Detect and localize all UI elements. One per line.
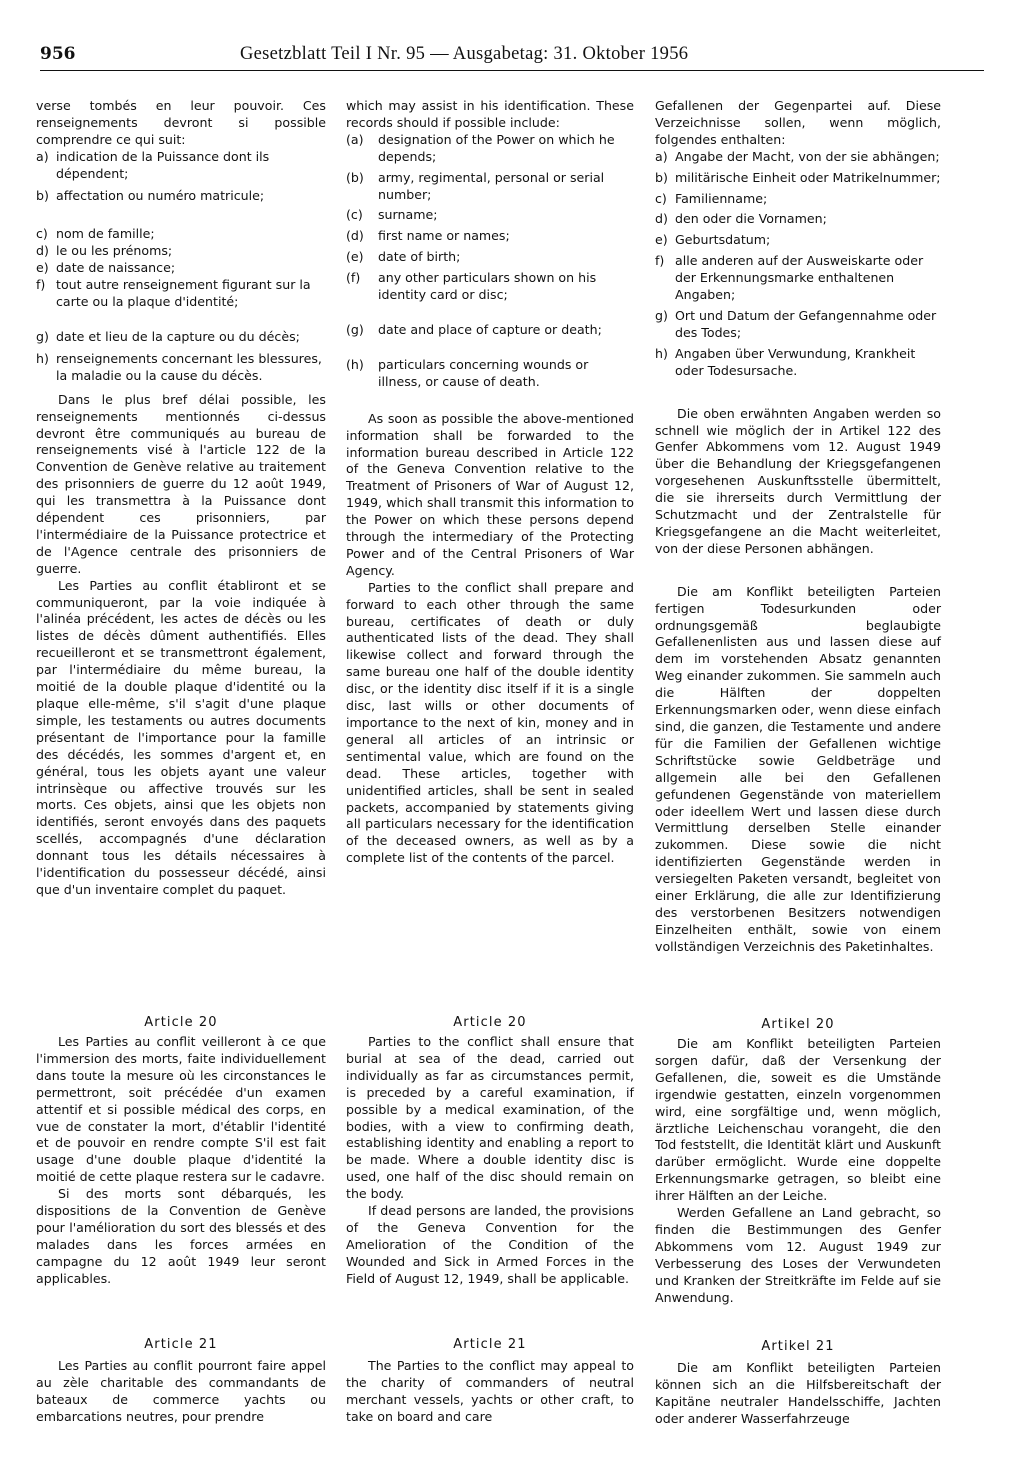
list-item: (g) date and place of capture or death; [346,321,602,337]
fr-article-20-body [36,1034,326,1288]
de-list [655,149,941,380]
fr-paragraph-2: Les Parties au conflit établiront et se communiqueront, par la voie indiquée à l'alinéa précédent, les actes de décès ou les listes de décès dûment authentifiés. Elles recueilleront et se transmettront également, par l'intermédiaire du même bureau, la moitié de la double plaque d'identité ou la plaque elle-même, s'il s'agit d'une plaque simple, les testaments ou autres documents présentant de l'importance pour la famille des décédés, les sommes d'argent et, en général, tous les objets ayant une valeur intrinsèque ou affective trouvés sur les morts. Ces objets, ainsi que les objets non identifiés, seront envoyés dans des paquets scellés, accompagnés d'une déclaration donnant tous les détails nécessaires à l'identification du possesseur décédé, ainsi que d'un inventaire complet du paquet. [36,577,326,897]
fr-article-21-body [36,1358,326,1426]
page-number: 956 [40,44,76,64]
en-paragraph-2: Parties to the conflict shall prepare and forward to each other through the same bureau, certificates of death or duly authenticated lists of the dead. They shall likewise collect and forward through the same bureau one half of the double identity disc, or the identity disc itself if it is a single disc, last wills or other documents of importance to the next of kin, money and in general all articles of an intrinsic or sentimental value, which are found on the dead. These articles, together with unidentified articles, shall be sent in sealed packets, accompanied by statements giving all particulars necessary for the identification of the deceased owners, as well as by a complete list of the contents of the parcel. [346,579,634,866]
list-item: b) affectation ou numéro matricule; [36,187,265,203]
en-paragraph-1: As soon as possible the above-mentioned information shall be forwarded to the information bureau described in Article 122 of the Geneva Convention relative to the Treatment of Prisoners of War of August 12, 1949, which shall transmit this information to the Power on which these persons depend through the intermediary of the Protecting Power and of the Central Prisoners of War Agency. [346,410,634,578]
fr-list [36,149,326,385]
en-intro: which may assist in his identification. These records should if possible include: [346,98,634,130]
list-item: (b) army, regimental, personal or serial number; [346,169,605,202]
fr-article-20-heading: Article 20 [144,1015,218,1030]
list-item: e) date de naissance; [36,260,176,276]
de-article-20-paragraph-2: Werden Gefallene an Land gebracht, so finden die Bestimmungen des Genfer Abkommens vom 12. August 1949 zur Verbesserung des Loses der Verwundeten und Kranken der Streitkräfte im Felde auf sie Anwendung. [655,1205,941,1305]
fr-article-21-heading: Article 21 [144,1337,218,1352]
list-item: (d) first name or names; [346,228,510,244]
de-article-21-paragraph-1: Die am Konflikt beteiligten Parteien können sich an die Hilfsbereitschaft der Kapitäne neutraler Handelsschiffe, Jachten oder anderer Wasserfahrzeuge [655,1360,941,1426]
en-article-20-paragraph-1: Parties to the conflict shall ensure that burial at sea of the dead, carried out individually as far as circumstances permit, is preceded by a careful examination, if possible by a medical examination, of the bodies, with a view to confirming death, establishing identity and enabling a report to be made. Where a double identity disc is used, one half of the disc should remain on the body. [346,1034,634,1202]
list-item: g) date et lieu de la capture ou du décès; [36,328,300,344]
de-paragraph-1: Die oben erwähnten Angaben werden so schnell wie möglich der in Artikel 122 des Genfer Abkommens vom 12. August 1949 über die Behandlung der Kriegsgefangenen vorgesehenen Auskunftsstelle übermittelt, die sie ihrerseits durch Vermittlung der Schutzmacht und der Zentralstelle für Kriegsgefangene an die Macht weiterleitet, von der diese Personen abhängen. [655,405,941,556]
list-item: d) le ou les prénoms; [36,243,173,259]
list-item: (c) surname; [346,207,438,223]
fr-article-20-paragraph-2: Si des morts sont débarqués, les dispositions de la Convention de Genève pour l'amélioration du sort des blessés et des malades dans les forces armées en campagne du 12 août 1949 leur seront applicables. [36,1186,326,1286]
en-article-21-paragraph-1: The Parties to the conflict may appeal to the charity of commanders of neutral merchant vessels, yachts or other craft, to take on board and care [346,1358,634,1424]
list-item: a) indication de la Puissance dont ils dépendent; [36,148,270,181]
list-item: (a) designation of the Power on which he depends; [346,131,615,164]
fr-article-20-paragraph-1: Les Parties au conflit veilleront à ce que l'immersion des morts, faite individuellement dans toute la mesure où les circonstances le permettront, soit précédée d'un examen attentif et si possible médical des corps, en vue de constater la mort, d'établir l'identité et de pouvoir en rendre compte S'il est fait usage d'une double plaque d'identité la moitié de cette plaque restera sur le cadavre. [36,1034,326,1185]
list-item: b) militärische Einheit oder Matrikelnummer; [655,169,941,185]
en-list [346,132,634,391]
french-column [36,98,326,899]
list-item: c) nom de famille; [36,226,155,242]
fr-intro: verse tombés en leur pouvoir. Ces renseignements devront si possible comprendre ce qui suit: [36,98,326,147]
list-item: f) tout autre renseignement figurant sur la carte ou la plaque d'identité; [36,277,311,310]
list-item: h) renseignements concernant les blessures, la maladie ou la cause du décès. [36,350,322,383]
running-title: Gesetzblatt Teil I Nr. 95 — Ausgabetag: 31. Oktober 1956 [240,44,689,64]
list-item: a) Angabe der Macht, von der sie abhängen; [655,148,940,164]
de-paragraph-2: Die am Konflikt beteiligten Parteien fertigen Todesurkunden oder ordnungsgemäß beglaubigte Gefallenenlisten aus und lassen diese auf dem im vorstehenden Absatz genannten Weg einander zukommen. Sie sammeln auch die Hälften der doppelten Erkennungsmarken oder, wenn diese einfach sind, die ganzen, die Testamente und andere für die Familien der Gefallenen wichtige Schriftstücke sowie Geldbeträge und allgemein alle bei den Gefallenen gefundenen Gegenstände von materiellem oder ideellem Wert und lassen diese durch Vermittlung derselben Stelle einander zukommen. Diese sowie die nicht identifizierten Gegenstände werden in versiegelten Paketen versandt, begleitet von einer Erklärung, die alle zur Identifizierung des verstorbenen Besitzers notwendigen Einzelheiten enthält, sowie von einem vollständigen Verzeichnis des Paketinhaltes. [655,583,941,954]
de-article-21-body [655,1360,941,1428]
list-item: (h) particulars concerning wounds or illness, or cause of death. [346,356,589,389]
de-article-21-heading: Artikel 21 [761,1339,835,1354]
de-intro: Gefallenen der Gegenpartei auf. Diese Verzeichnisse sollen, wenn möglich, folgendes enthalten: [655,98,941,147]
de-article-20-paragraph-1: Die am Konflikt beteiligten Parteien sorgen dafür, daß der Versenkung der Gefallenen, die, soweit es die Umstände irgendwie gestatten, einzeln vorgenommen wird, eine sorgfältige und, wenn möglich, ärztliche Leichenschau vorangeht, die den Tod feststellt, die Identität klärt und Auskunft darüber ermöglicht. Wurde eine doppelte Erkennungsmarke getragen, so bleibt eine ihrer Hälften an der Leiche. [655,1036,941,1204]
list-item: c) Familienname; [655,190,768,206]
list-item: f) alle anderen auf der Ausweiskarte oder der Erkennungsmarke enthaltenen Angaben; [655,253,924,303]
list-item: (e) date of birth; [346,249,461,265]
list-item: d) den oder die Vornamen; [655,211,827,227]
fr-article-21-paragraph-1: Les Parties au conflit pourront faire appel au zèle charitable des commandants de bateaux de commerce yachts ou embarcations neutres, pour prendre [36,1358,326,1424]
header-rule [40,70,984,71]
en-article-21-body [346,1358,634,1426]
list-item: (f) any other particulars shown on his identity card or disc; [346,270,597,303]
list-item: e) Geburtsdatum; [655,232,771,248]
de-article-20-heading: Artikel 20 [761,1017,835,1032]
en-article-20-body [346,1034,634,1288]
fr-paragraph-1: Dans le plus bref délai possible, les renseignements mentionnés ci-dessus devront être communiqués au bureau de renseignements visé à l'article 122 de la Convention de Genève relative au traitement des prisonniers de guerre du 12 août 1949, qui les transmettra à la Puissance dont dépendent ces prisonniers, par l'intermédiaire de la Puissance protectrice et de l'Agence centrale des prisonniers de guerre. [36,391,326,576]
de-article-20-body [655,1036,941,1307]
list-item: h) Angaben über Verwundung, Krankheit oder Todesursache. [655,345,916,378]
german-column [655,98,941,956]
page-header [40,44,984,74]
en-article-21-heading: Article 21 [453,1337,527,1352]
en-article-20-paragraph-2: If dead persons are landed, the provisions of the Geneva Convention for the Amelioration of the Condition of the Wounded and Sick in Armed Forces in the Field of August 12, 1949, shall be applicable. [346,1203,634,1286]
list-item: g) Ort und Datum der Gefangennahme oder des Todes; [655,307,937,340]
english-column [346,98,634,867]
en-article-20-heading: Article 20 [453,1015,527,1030]
